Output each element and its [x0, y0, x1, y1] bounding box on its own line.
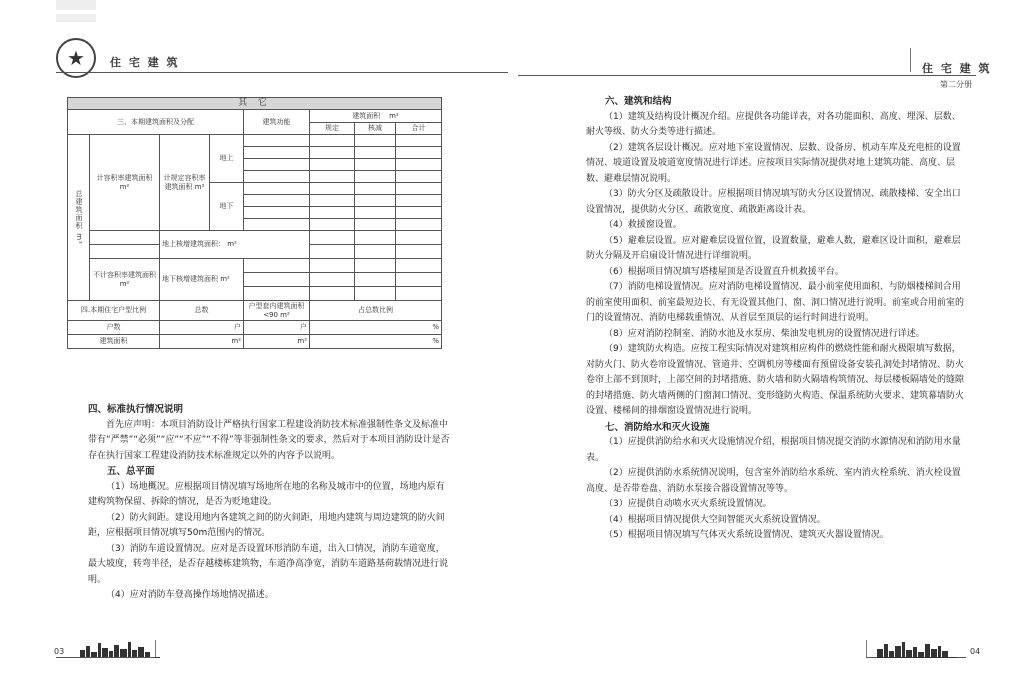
city-skyline-icon	[80, 640, 160, 658]
area-header: 三、本期建筑面积及分配	[68, 110, 244, 135]
ratio-total: 总数	[160, 301, 244, 321]
right-text	[586, 94, 969, 544]
ratio-small: 户型套内建筑面积<90 m²	[244, 301, 310, 321]
header-title: 住 宅 建 筑	[110, 56, 180, 69]
header-subtitle: 第二分册	[940, 80, 972, 89]
sub-total: 合计	[396, 123, 442, 135]
section-title: 七、消防给水和灭火设施	[605, 421, 710, 433]
paragraph: 首先应声明：本项目消防设计严格执行国家工程建设消防技术标准强制性条文及标准中带有“严禁”“必须”“应”“不应”“不得”等非强制性条文的要求，然后对于本项目消防设计是否存在执行国家工程建设消防技术标准规定以外的内容予以说明。	[88, 419, 450, 461]
footer-rule	[56, 657, 156, 658]
above-verify-label: 地上核增建筑面积： m²	[160, 231, 310, 259]
unit-pct: %	[310, 335, 442, 349]
unit-hu: 户	[160, 321, 244, 335]
paragraph: （2）应提供消防水系统情况说明，包含室外消防给水系统、室内消火栓系统、消火栓设置高度、是否带卷盘、消防水泵接合器设置情况等等。	[586, 468, 961, 494]
left-text	[88, 402, 450, 604]
section-title: 五、总平面	[107, 466, 155, 477]
ratio-label: 四.本期住宅户型比例	[68, 301, 160, 321]
paragraph: （5）根据项目情况填写气体灭火系统设置情况、建筑灭火器设置情况。	[604, 530, 889, 540]
star-seal-icon: ★	[56, 38, 96, 78]
unit-hu: 户	[244, 321, 310, 335]
paragraph: （4）应对消防车登高操作场地情况描述。	[106, 590, 274, 600]
footer-divider	[155, 640, 156, 657]
section-title: 四、标准执行情况说明	[88, 404, 184, 415]
paragraph: （3）消防车道设置情况。应对是否设置环形消防车道，出入口情况，消防车道宽度，最大坡度，转弯半径，是否存越楼栋建筑物，车道净高净宽，消防车道路基荷载情况进行说明。	[88, 543, 449, 585]
paragraph: （1）应提供消防给水和灭火设施情况介绍，根据项目情况提交消防水源情况和消防用水量表。	[586, 437, 961, 463]
under-verify-label: 地下核增建筑面积 m²	[160, 259, 244, 301]
ratio-percent: 占总数比例	[310, 301, 442, 321]
under-ground-label: 地下	[210, 183, 244, 231]
header-tab	[56, 0, 96, 10]
non-far-label: 不计容积率建筑面积 m²	[90, 259, 160, 301]
row-area: 建筑面积	[68, 335, 160, 349]
header-tab	[56, 14, 96, 22]
paragraph: （4）救援窗设置。	[604, 220, 682, 230]
unit-m2: m²	[160, 335, 244, 349]
header-rule	[56, 72, 508, 73]
page-number: 04	[970, 647, 981, 656]
paragraph: （4）根据项目情况提供大空间智能灭火系统设置情况。	[604, 514, 826, 525]
total-area-label: 总建筑面积 m²	[68, 135, 90, 301]
page-number: 03	[54, 647, 65, 656]
far-group-label: 计规定容积率建筑面积 m²	[160, 135, 210, 231]
sub-planned: 规定	[310, 123, 355, 135]
city-skyline-icon	[877, 640, 957, 658]
header-divider	[910, 48, 911, 72]
sub-verified: 核减	[355, 123, 396, 135]
paragraph: （5）避难层设置。应对避难层设置位置，设置数量，避难人数，避难区设计面积，避难层防火分隔及开启扇设计情况进行详细说明。	[586, 235, 961, 261]
paragraph: （2）防火间距。建设用地内各建筑之间的防火间距，用地内建筑与周边建筑的防火间距，应根据项目情况填写50m范围内的情况。	[88, 512, 445, 538]
header-title: 住 宅 建 筑	[922, 62, 992, 75]
area-table	[67, 97, 442, 349]
above-ground-label: 地上	[210, 135, 244, 183]
header-rule	[518, 75, 976, 76]
paragraph: （7）消防电梯设置情况。应对消防电梯设置情况、最小前室使用面积、与防烟楼梯间合用的前室使用面积、前室最短边长、有无设置其他门、窗、洞口情况进行说明。前室或合用前室的门的设置情况、消防电梯载重情况、从首层至顶层的运行时间进行说明。	[586, 282, 965, 323]
row-households: 户数	[68, 321, 160, 335]
function-header: 建筑功能	[244, 110, 310, 135]
paragraph: （6）根据项目情况填写塔楼屋顶是否设置直升机救援平台。	[604, 266, 844, 277]
paragraph: （3）防火分区及疏散设计。应根据项目情况填写防火分区设置情况、疏散楼梯、安全出口设置情况，提供防火分区、疏散宽度、疏散距离设计表。	[586, 189, 961, 215]
paragraph: （1）建筑及结构设计概况介绍。应提供各功能详表，对各功能面积、高度、埋深、层数、耐火等级、防火分类等进行描述。	[586, 111, 961, 137]
paragraph: （9）建筑防火构造。应按工程实际情况对建筑相应构件的燃烧性能和耐火极限填写数据，对防火门、防火卷帘设置情况、管道井、空调机房等楼面有预留设备安装孔洞处封堵情况、防火卷帘上部不到顶时，上部空间的封堵措施、防火墙和防火隔墙构筑情况、每层楼板隔墙处的缝隙的封堵措施、防火墙两侧的门窗洞口情况、变形缝防火构造、保温系统防火要求、建筑幕墙防火设置、楼梯间的排烟窗设置情况进行说明。	[586, 344, 965, 416]
right-page	[512, 0, 1024, 695]
paragraph: （2）建筑各层设计概况。应对地下室设置情况、层数、设备房、机动车库及充电桩的设置情况、坡道设置及坡道宽度情况进行详述。应按项目实际情况提供对地上建筑功能、高度、层数、避难层情况说明。	[586, 142, 961, 184]
unit-m2: m²	[244, 335, 310, 349]
unit-pct: %	[310, 321, 442, 335]
paragraph: （3）应提供自动喷水灭火系统设置情况。	[604, 499, 772, 509]
far-area-label: 计容积率建筑面积 m²	[90, 135, 160, 231]
area-col-header: 建筑面积 m²	[310, 110, 442, 123]
footer-divider	[866, 640, 867, 657]
table-title: 其 它	[68, 98, 442, 110]
section-title: 六、建筑和结构	[605, 96, 672, 107]
paragraph: （8）应对消防控制室、消防水池及水泵房、柴油发电机房的设置情况进行详述。	[604, 328, 925, 339]
paragraph: （1）场地概况。应根据项目情况填写场地所在地的名称及城市中的位置，场地内原有建构筑物保留、拆除的情况，是否为贬地建设。	[88, 481, 445, 507]
